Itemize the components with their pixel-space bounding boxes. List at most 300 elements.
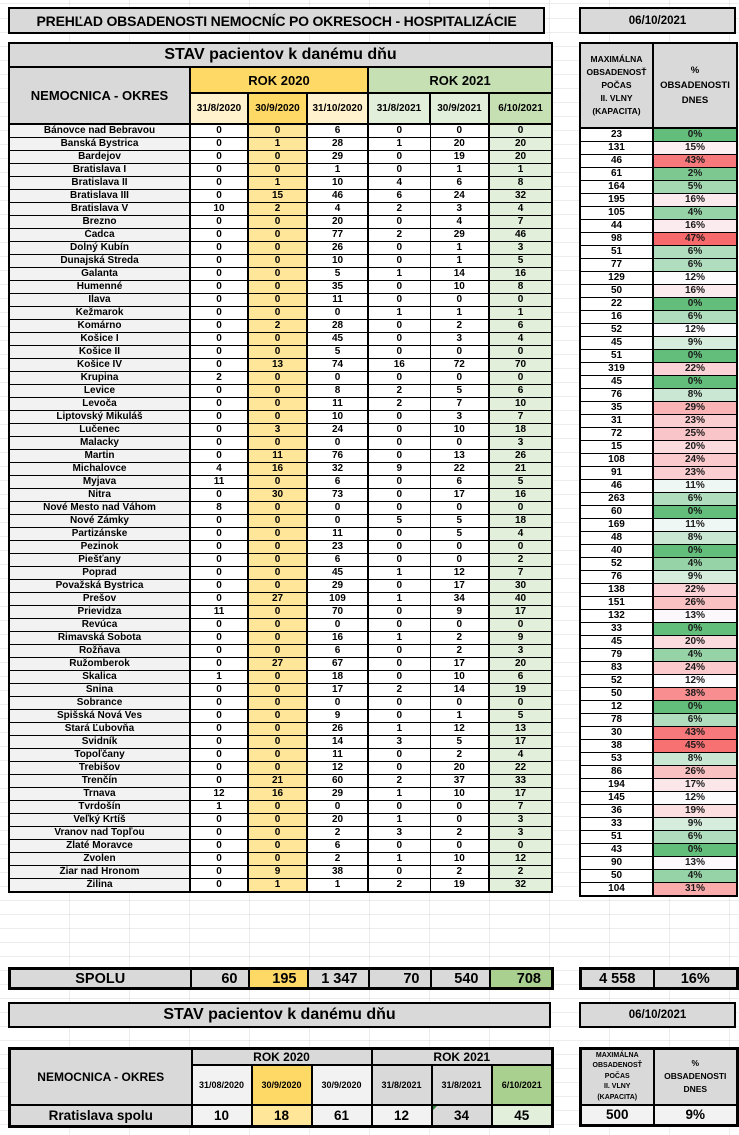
pct-cell: 4%: [653, 207, 737, 220]
patient-count-cell: 0: [248, 124, 307, 138]
patient-count-cell: 0: [190, 385, 248, 398]
capacity-row: [580, 363, 737, 376]
patient-count-cell: 46: [489, 229, 552, 242]
patient-count-cell: 2: [489, 554, 552, 567]
patient-count-cell: 1: [248, 177, 307, 190]
patient-count-cell: 40: [489, 593, 552, 606]
capacity-cell: 35: [580, 402, 653, 415]
patient-count-cell: 0: [307, 502, 368, 515]
capacity-cell: 45: [580, 337, 653, 350]
capacity-row: [580, 441, 737, 454]
capacity-cell: 43: [580, 844, 653, 857]
capacity-row: [580, 740, 737, 753]
hospital-row: [9, 554, 552, 567]
patient-count-cell: 2: [489, 866, 552, 879]
capacity-cell: 60: [580, 506, 653, 519]
hospital-row: [9, 138, 552, 151]
capacity-rows: [580, 128, 737, 896]
date-col-header: 30/9/2020: [248, 93, 307, 124]
patient-count-cell: 1: [368, 632, 430, 645]
patient-count-cell: 0: [248, 684, 307, 697]
capacity-cell: 36: [580, 805, 653, 818]
patient-count-cell: 0: [368, 606, 430, 619]
district-name: Poprad: [9, 567, 190, 580]
patient-count-cell: 0: [368, 840, 430, 853]
patient-count-cell: 0: [368, 346, 430, 359]
capacity-cell: 50: [580, 285, 653, 298]
pct-cell: 12%: [653, 792, 737, 805]
patient-count-cell: 76: [307, 450, 368, 463]
patient-count-cell: 0: [307, 697, 368, 710]
patient-count-cell: 3: [489, 437, 552, 450]
patient-count-cell: 0: [190, 814, 248, 827]
capacity-cell: 52: [580, 324, 653, 337]
patient-count-cell: 4: [489, 203, 552, 216]
patient-count-cell: 0: [190, 645, 248, 658]
capacity-row: [580, 428, 737, 441]
capacity-cell: 91: [580, 467, 653, 480]
district-name: Ružomberok: [9, 658, 190, 671]
patient-count-cell: 2: [430, 632, 489, 645]
pct-cell: 17%: [653, 779, 737, 792]
capacity-row: [580, 142, 737, 155]
patient-count-cell: 0: [190, 307, 248, 320]
patient-count-cell: 11: [307, 528, 368, 541]
report-date: 06/10/2021: [579, 7, 736, 34]
pct-cell: 2%: [653, 168, 737, 181]
district-name: Rožňava: [9, 645, 190, 658]
capacity-table: [579, 42, 738, 897]
capacity-row: [580, 818, 737, 831]
patient-count-cell: 0: [368, 866, 430, 879]
district-name: Dolný Kubín: [9, 242, 190, 255]
capacity-row: [580, 597, 737, 610]
capacity-row: [580, 415, 737, 428]
patient-count-cell: 11: [248, 450, 307, 463]
capacity-value: 500: [581, 1105, 654, 1126]
hospital-row: [9, 840, 552, 853]
patient-count-cell: 6: [307, 554, 368, 567]
patient-count-cell: 26: [307, 723, 368, 736]
patient-count-cell: 34: [430, 593, 489, 606]
patient-count-cell: 0: [248, 372, 307, 385]
total-value: 60: [191, 969, 249, 989]
hospital-row: [9, 229, 552, 242]
patient-count-cell: 0: [190, 138, 248, 151]
patient-count-cell: 0: [248, 723, 307, 736]
patient-count-cell: 18: [489, 424, 552, 437]
patient-count-cell: 3: [248, 424, 307, 437]
capacity-row: [580, 246, 737, 259]
patient-count-cell: 0: [190, 775, 248, 788]
hospital-row: [9, 775, 552, 788]
patient-count-cell: 17: [489, 736, 552, 749]
hospital-row: [9, 528, 552, 541]
total-value: 1 347: [308, 969, 369, 989]
patient-count-cell: 13: [430, 450, 489, 463]
patient-count-cell: 0: [368, 801, 430, 814]
patient-count-cell: 21: [489, 463, 552, 476]
capacity-cell: 194: [580, 779, 653, 792]
total-label: SPOLU: [10, 969, 191, 989]
patient-count-cell: 0: [368, 372, 430, 385]
date-col-header: 30/9/2020: [252, 1065, 312, 1105]
patient-count-cell: 0: [190, 619, 248, 632]
patient-count-cell: 4: [489, 749, 552, 762]
pct-cell: 22%: [653, 363, 737, 376]
hospital-row: [9, 879, 552, 893]
value-cell: 18: [252, 1105, 312, 1126]
district-name: Trnava: [9, 788, 190, 801]
date-col-header: 31/8/2021: [368, 93, 430, 124]
patient-count-cell: 5: [489, 476, 552, 489]
capacity-row: [580, 883, 737, 897]
patient-count-cell: 0: [190, 827, 248, 840]
patient-count-cell: 0: [430, 437, 489, 450]
pct-cell: 0%: [653, 844, 737, 857]
patient-count-cell: 6: [307, 645, 368, 658]
patient-count-cell: 0: [430, 124, 489, 138]
patient-count-cell: 1: [430, 710, 489, 723]
district-name: Michalovce: [9, 463, 190, 476]
patient-count-cell: 1: [489, 307, 552, 320]
patient-count-cell: 0: [368, 658, 430, 671]
hospital-row: [9, 411, 552, 424]
pct-cell: 0%: [653, 701, 737, 714]
district-name: Malacky: [9, 437, 190, 450]
capacity-cell: 90: [580, 857, 653, 870]
patient-count-cell: 6: [489, 320, 552, 333]
patient-count-cell: 29: [307, 788, 368, 801]
patient-count-cell: 1: [430, 255, 489, 268]
patient-count-cell: 0: [190, 736, 248, 749]
value-cell: 12: [372, 1105, 432, 1126]
patient-count-cell: 0: [248, 554, 307, 567]
patient-count-cell: 8: [307, 385, 368, 398]
patient-count-cell: 10: [307, 411, 368, 424]
hospital-row: [9, 124, 552, 138]
patient-count-cell: 6: [489, 671, 552, 684]
patient-count-cell: 0: [190, 515, 248, 528]
capacity-row: [580, 584, 737, 597]
hospital-row: [9, 255, 552, 268]
pct-cell: 43%: [653, 155, 737, 168]
patient-count-cell: 0: [190, 697, 248, 710]
patient-count-cell: 0: [248, 242, 307, 255]
patient-count-cell: 0: [368, 124, 430, 138]
patient-count-cell: 0: [489, 502, 552, 515]
patient-count-cell: 46: [307, 190, 368, 203]
hospital-row: [9, 723, 552, 736]
patient-count-cell: 0: [368, 710, 430, 723]
value-cell: 61: [312, 1105, 372, 1126]
pct-cell: 16%: [653, 194, 737, 207]
patient-count-cell: 1: [368, 307, 430, 320]
patient-count-cell: 2: [430, 645, 489, 658]
capacity-cell: 52: [580, 675, 653, 688]
patient-count-cell: 1: [368, 853, 430, 866]
pct-cell: 13%: [653, 857, 737, 870]
capacity-row: [580, 675, 737, 688]
district-name: Vranov nad Topľou: [9, 827, 190, 840]
district-name: Tvrdošín: [9, 801, 190, 814]
pct-cell: 0%: [653, 506, 737, 519]
patient-count-cell: 0: [307, 437, 368, 450]
patient-count-cell: 0: [190, 268, 248, 281]
pct-cell: 24%: [653, 454, 737, 467]
patient-count-cell: 0: [190, 190, 248, 203]
patient-count-cell: 0: [190, 281, 248, 294]
district-name: Krupina: [9, 372, 190, 385]
patient-count-cell: 3: [430, 333, 489, 346]
section2-date: 06/10/2021: [579, 1002, 736, 1028]
district-name: Nové Mesto nad Váhom: [9, 502, 190, 515]
patient-count-cell: 70: [489, 359, 552, 372]
patient-count-cell: 0: [489, 840, 552, 853]
hospital-row: [9, 476, 552, 489]
district-name: Nitra: [9, 489, 190, 502]
patient-count-cell: 0: [248, 333, 307, 346]
pct-cell: 23%: [653, 415, 737, 428]
hospital-row: [9, 346, 552, 359]
patient-count-cell: 1: [489, 164, 552, 177]
capacity-cell: 22: [580, 298, 653, 311]
total-pct-value: 16%: [654, 969, 738, 989]
district-name: Bánovce nad Bebravou: [9, 124, 190, 138]
capacity-row: [580, 493, 737, 506]
pct-cell: 12%: [653, 675, 737, 688]
pct-cell: 6%: [653, 259, 737, 272]
patient-count-cell: 0: [248, 411, 307, 424]
patient-count-cell: 19: [489, 684, 552, 697]
patient-count-cell: 17: [489, 606, 552, 619]
district-name: Prešov: [9, 593, 190, 606]
patient-count-cell: 4: [368, 177, 430, 190]
patient-count-cell: 0: [248, 346, 307, 359]
patient-count-cell: 0: [190, 411, 248, 424]
patient-count-cell: 2: [368, 203, 430, 216]
capacity-row: [580, 454, 737, 467]
patient-count-cell: 11: [307, 294, 368, 307]
patient-count-cell: 20: [489, 151, 552, 164]
date-col-header: 31/08/2020: [192, 1065, 252, 1105]
patient-count-cell: 0: [368, 749, 430, 762]
pct-cell: 31%: [653, 883, 737, 897]
patient-count-cell: 1: [248, 879, 307, 893]
pct-cell: 6%: [653, 311, 737, 324]
patient-count-cell: 3: [430, 411, 489, 424]
capacity-row: [580, 194, 737, 207]
patient-count-cell: 0: [248, 632, 307, 645]
patient-count-cell: 0: [248, 645, 307, 658]
district-name: Považská Bystrica: [9, 580, 190, 593]
patient-count-cell: 10: [307, 177, 368, 190]
pct-cell: 4%: [653, 558, 737, 571]
hospital-row: [9, 359, 552, 372]
patient-count-cell: 0: [190, 840, 248, 853]
district-name: Myjava: [9, 476, 190, 489]
patient-count-cell: 30: [489, 580, 552, 593]
capacity-cell: 195: [580, 194, 653, 207]
pct-cell: 11%: [653, 519, 737, 532]
capacity-cell: 52: [580, 558, 653, 571]
patient-count-cell: 7: [489, 216, 552, 229]
hospital-row: [9, 580, 552, 593]
date-col-header: 31/8/2021: [372, 1065, 432, 1105]
capacity-cell: 72: [580, 428, 653, 441]
district-name: Pezinok: [9, 541, 190, 554]
patient-count-cell: 0: [190, 255, 248, 268]
hospital-row: [9, 762, 552, 775]
patient-count-cell: 4: [489, 528, 552, 541]
patient-count-cell: 0: [248, 151, 307, 164]
patient-count-cell: 37: [430, 775, 489, 788]
patient-count-cell: 9: [430, 606, 489, 619]
patient-count-cell: 0: [248, 437, 307, 450]
patient-count-cell: 10: [430, 788, 489, 801]
capacity-cell: 78: [580, 714, 653, 727]
patient-count-cell: 109: [307, 593, 368, 606]
patient-count-cell: 0: [368, 216, 430, 229]
total-row-table: [8, 967, 554, 990]
patient-count-cell: 1: [368, 788, 430, 801]
patient-count-cell: 13: [248, 359, 307, 372]
hospital-row: [9, 463, 552, 476]
patient-count-cell: 12: [489, 853, 552, 866]
district-name: Skalica: [9, 671, 190, 684]
total-value: 708: [490, 969, 553, 989]
patient-count-cell: 0: [190, 229, 248, 242]
capacity-header-2: MAXIMÁLNA OBSADENOSŤ POČAS II. VLNY (KAPACITA): [581, 1049, 654, 1105]
bratislava-capacity-header-row: [581, 1049, 738, 1105]
bratislava-capacity-values-row: [581, 1105, 738, 1126]
patient-count-cell: 0: [248, 801, 307, 814]
patient-count-cell: 0: [190, 658, 248, 671]
pct-cell: 23%: [653, 467, 737, 480]
pct-cell: 16%: [653, 220, 737, 233]
patient-count-cell: 1: [307, 879, 368, 893]
patient-count-cell: 1: [307, 164, 368, 177]
district-name: Košice I: [9, 333, 190, 346]
patient-count-cell: 11: [307, 398, 368, 411]
capacity-cell: 12: [580, 701, 653, 714]
pct-cell: 6%: [653, 831, 737, 844]
capacity-cell: 51: [580, 246, 653, 259]
bratislava-capacity-table: [579, 1047, 739, 1127]
patient-count-cell: 0: [190, 749, 248, 762]
patient-count-cell: 26: [489, 450, 552, 463]
capacity-row: [580, 714, 737, 727]
value-cell: 45: [492, 1105, 553, 1126]
patient-count-cell: 0: [489, 372, 552, 385]
patient-count-cell: 0: [430, 346, 489, 359]
patient-count-cell: 5: [307, 346, 368, 359]
patient-count-cell: 0: [248, 515, 307, 528]
capacity-cell: 23: [580, 128, 653, 142]
patient-count-cell: 20: [489, 138, 552, 151]
patient-count-cell: 10: [430, 424, 489, 437]
patient-count-cell: 0: [190, 450, 248, 463]
report-title: PREHĽAD OBSADENOSTI NEMOCNÍC PO OKRESOCH - HOSPITALIZÁCIE: [8, 7, 545, 34]
patient-count-cell: 45: [307, 567, 368, 580]
patient-count-cell: 0: [368, 502, 430, 515]
hospital-row: [9, 801, 552, 814]
patient-count-cell: 0: [368, 645, 430, 658]
district-name: Nové Zámky: [9, 515, 190, 528]
capacity-row: [580, 701, 737, 714]
patient-count-cell: 0: [368, 528, 430, 541]
pct-cell: 0%: [653, 623, 737, 636]
pct-cell: 4%: [653, 649, 737, 662]
capacity-cell: 319: [580, 363, 653, 376]
capacity-cell: 83: [580, 662, 653, 675]
patient-count-cell: 0: [248, 502, 307, 515]
capacity-row: [580, 792, 737, 805]
patient-count-cell: 0: [368, 554, 430, 567]
district-name: Banská Bystrica: [9, 138, 190, 151]
patient-count-cell: 11: [190, 606, 248, 619]
district-name: Lučenec: [9, 424, 190, 437]
patient-count-cell: 1: [368, 138, 430, 151]
patient-count-cell: 20: [307, 216, 368, 229]
hospital-row: [9, 502, 552, 515]
patient-count-cell: 60: [307, 775, 368, 788]
patient-count-cell: 0: [368, 151, 430, 164]
patient-count-cell: 5: [430, 528, 489, 541]
capacity-row: [580, 649, 737, 662]
patient-count-cell: 16: [489, 489, 552, 502]
patient-count-cell: 20: [430, 762, 489, 775]
patient-count-cell: 14: [307, 736, 368, 749]
capacity-cell: 38: [580, 740, 653, 753]
patient-count-cell: 0: [190, 762, 248, 775]
patient-count-cell: 0: [248, 814, 307, 827]
total-capacity-table: [579, 967, 739, 990]
capacity-cell: 151: [580, 597, 653, 610]
capacity-row: [580, 532, 737, 545]
district-name: Bardejov: [9, 151, 190, 164]
capacity-cell: 48: [580, 532, 653, 545]
capacity-cell: 50: [580, 688, 653, 701]
capacity-cell: 61: [580, 168, 653, 181]
capacity-row: [580, 155, 737, 168]
capacity-row: [580, 285, 737, 298]
patient-count-cell: 10: [307, 255, 368, 268]
capacity-row: [580, 233, 737, 246]
patient-count-cell: 0: [248, 762, 307, 775]
capacity-row: [580, 506, 737, 519]
capacity-row: [580, 272, 737, 285]
pct-cell: 0%: [653, 350, 737, 363]
capacity-cell: 15: [580, 441, 653, 454]
date-col-header: 31/10/2020: [307, 93, 368, 124]
district-name: Prievidza: [9, 606, 190, 619]
district-name: Čadca: [9, 229, 190, 242]
capacity-row: [580, 259, 737, 272]
date-col-header: 30/9/2020: [312, 1065, 372, 1105]
hospital-row: [9, 398, 552, 411]
hospital-row: [9, 190, 552, 203]
pct-cell: 9%: [653, 818, 737, 831]
patient-count-cell: 0: [368, 320, 430, 333]
patient-count-cell: 0: [307, 801, 368, 814]
patient-count-cell: 20: [489, 658, 552, 671]
capacity-row: [580, 753, 737, 766]
hospital-row: [9, 385, 552, 398]
patient-count-cell: 0: [248, 853, 307, 866]
pct-cell: 16%: [653, 285, 737, 298]
patient-count-cell: 17: [430, 658, 489, 671]
